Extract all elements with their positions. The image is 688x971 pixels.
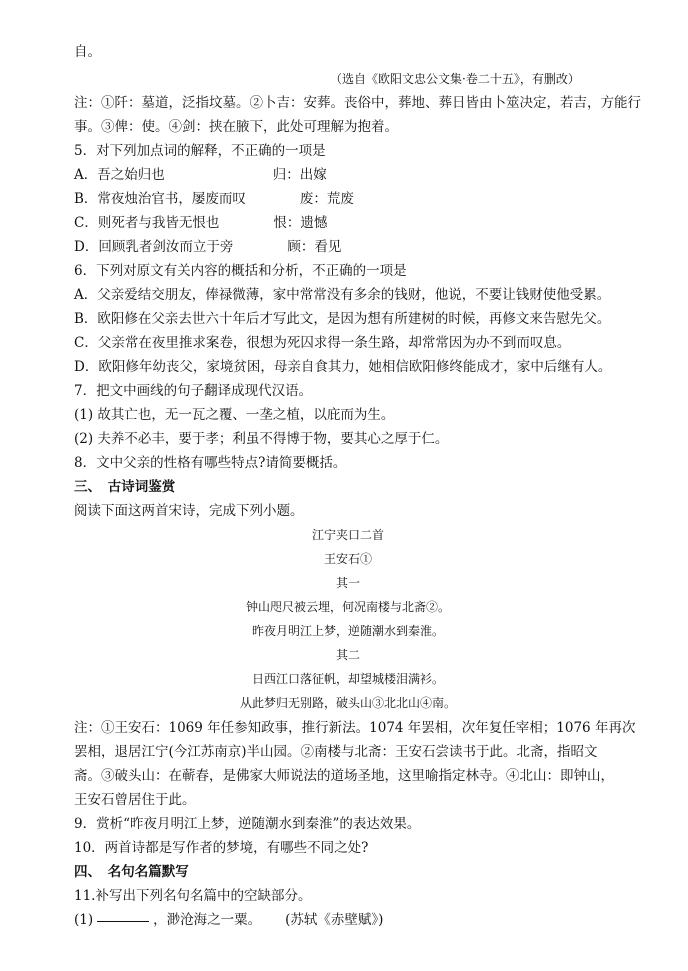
question-5-option-c: C．则死者与我皆无恨也 恨：遗憾 (74, 215, 328, 231)
question-6-option-c: C．父亲常在夜里推求案卷，很想为死囚求得一条生路，却常常因为办不到而叹息。 (74, 335, 571, 351)
poem-line: 日西江口落征帆，却望城楼泪满衫。 (251, 672, 444, 686)
question-11-item-1 (74, 910, 622, 930)
question-11-stem: 11.补写出下列名句名篇中的空缺部分。 (74, 888, 312, 904)
fill-in-blank[interactable] (97, 921, 149, 922)
passage-source: （选自《欧阳文忠公文集·卷二十五》，有删改） (330, 72, 580, 86)
annotation-line: 事。③俾：使。④剑：挟在腋下，此处可理解为抱着。 (74, 119, 398, 135)
question-6-option-a: A．父亲爱结交朋友，俸禄微薄，家中常常没有多余的钱财，他说，不要让钱财使他受累。 (74, 287, 611, 303)
poem-annotation-line: 王安石曾居住于此。 (74, 792, 196, 808)
poem-annotation-line: 斋。③破头山：在蕲春，是佛家大师说法的道场圣地，这里喻指定林寺。④北山：即钟山， (74, 768, 614, 784)
section-3-heading: 三、 古诗词鉴赏 (74, 479, 176, 495)
question-5-stem: 5．对下列加点词的解释，不正确的一项是 (74, 143, 326, 159)
question-7-item-2: (2) 夫养不必丰，要于孝；利虽不得博于物，要其心之厚于仁。 (74, 431, 449, 447)
question-5-option-b: B．常夜烛治官书，屡废而叹 废：荒废 (74, 191, 354, 207)
poem-part-1-heading: 其一 (335, 576, 360, 590)
question-5-option-a: A．吾之始归也 归：出嫁 (74, 167, 327, 183)
question-9: 9．赏析“昨夜月明江上梦，逆随潮水到秦淮”的表达效果。 (74, 816, 421, 832)
question-7-stem: 7．把文中画线的句子翻译成现代汉语。 (74, 383, 313, 399)
poem-part-2-heading: 其二 (335, 648, 360, 662)
poem-title: 江宁夹口二首 (311, 528, 384, 542)
section-3-intro: 阅读下面这两首宋诗，完成下列小题。 (74, 503, 304, 519)
question-10: 10．两首诗都是写作者的梦境，有哪些不同之处? (74, 840, 369, 856)
poem-author: 王安石① (323, 552, 372, 566)
question-6-option-d: D．欧阳修年幼丧父，家境贫困，母亲自食其力，她相信欧阳修终能成才，家中后继有人。 (74, 359, 612, 375)
item-text: ，渺沧海之一粟。 (153, 912, 262, 928)
question-6-option-b: B．欧阳修在父亲去世六十年后才写此文，是因为想有所建树的时候，再修文来告慰先父。 (74, 311, 611, 327)
question-5-option-d: D．回顾乳者剑汝而立于旁 顾：看见 (74, 239, 342, 255)
annotation-line: 注：①阡：墓道，泛指坟墓。②卜吉：安葬。丧俗中，葬地、葬日皆由卜筮决定，若吉，方能行 (74, 95, 641, 111)
section-4-heading: 四、 名句名篇默写 (74, 864, 189, 880)
poem-annotation-line: 注：①王安石：1069 年任参知政事，推行新法。1074 年罢相，次年复任宰相；1076 年再次 (74, 720, 636, 736)
question-7-item-1: (1) 故其亡也，无一瓦之覆、一垄之植，以庇而为生。 (74, 407, 395, 423)
poem-line: 从此梦归无别路，破头山③北北山④南。 (239, 696, 456, 710)
question-8: 8．文中父亲的性格有哪些特点?请简要概括。 (74, 455, 347, 471)
question-6-stem: 6．下列对原文有关内容的概括和分析，不正确的一项是 (74, 263, 407, 279)
item-number: (1) (74, 912, 94, 928)
poem-line: 昨夜月明江上梦，逆随潮水到秦淮。 (251, 624, 444, 638)
previous-passage-tail: 自。 (74, 44, 101, 60)
poem-annotation-line: 罢相，退居江宁(今江苏南京)半山园。②南楼与北斋：王安石尝读书于此。北斋，指昭文 (74, 744, 598, 760)
item-source: (苏轼《赤壁赋》) (285, 912, 384, 928)
poem-line: 钟山咫尺被云埋，何况南楼与北斋②。 (245, 600, 450, 614)
